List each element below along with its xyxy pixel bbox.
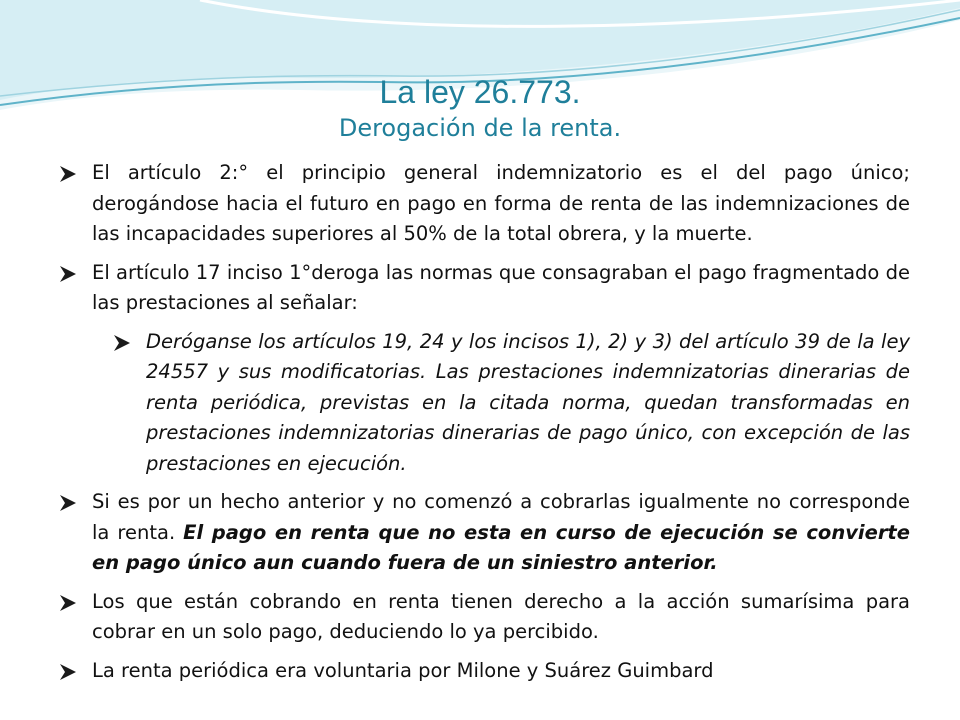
arrowhead-bullet-icon <box>58 264 78 284</box>
bullet-item <box>58 258 910 319</box>
bullet-item <box>58 587 910 648</box>
arrowhead-bullet-icon <box>58 493 78 513</box>
bullet-item <box>58 158 910 250</box>
bullet-list <box>58 158 910 694</box>
arrowhead-bullet-icon <box>112 333 132 353</box>
bullet-text: Los que están cobrando en renta tienen derecho a la acción sumarísima para cobrar en un solo pago, deduciendo lo ya percibido. <box>92 589 910 643</box>
sub-bullet-item <box>112 327 910 480</box>
bullet-emphasis-text: El pago en renta que no esta en curso de ejecución se convierte en pago único aun cuando fuera de un siniestro anterior. <box>92 520 910 574</box>
bullet-text: Si es por un hecho anterior y no comenzó a cobrarlas igualmente no corresponde la renta. <box>92 490 910 544</box>
slide-subtitle: Derogación de la renta. <box>338 114 622 142</box>
bullet-item <box>58 656 910 687</box>
bullet-item <box>58 487 910 579</box>
bullet-text: El artículo 17 inciso 1°deroga las normas que consagraban el pago fragmentado de las prestaciones al señalar: <box>92 260 910 314</box>
arrowhead-bullet-icon <box>58 164 78 184</box>
bullet-text: La renta periódica era voluntaria por Milone y Suárez Guimbard <box>92 658 714 682</box>
arrowhead-bullet-icon <box>58 662 78 682</box>
bullet-text: El artículo 2:° el principio general indemnizatorio es el del pago único; derogándose hacia el futuro en pago en forma de renta de las indemnizaciones de las incapacidades superiores al 50% de la total obrera, y la muerte. <box>92 161 910 245</box>
arrowhead-bullet-icon <box>58 593 78 613</box>
slide-title: La ley 26.773. <box>379 74 581 110</box>
bullet-text: Deróganse los artículos 19, 24 y los incisos 1), 2) y 3) del artículo 39 de la ley 24557 y sus modificatorias. Las prestaciones indemnizatorias dinerarias de renta periódica, previstas en la citada norma, quedan transformadas en prestaciones indemnizatorias dinerarias de pago único, con excepción de las prestaciones en ejecución. <box>146 329 910 475</box>
